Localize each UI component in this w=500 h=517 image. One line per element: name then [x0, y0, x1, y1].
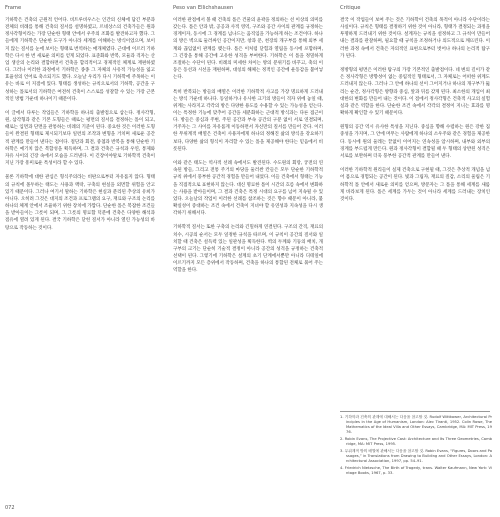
footnotes	[340, 415, 492, 479]
footnote: 3. 무위계적 방의 배열에 관해서는 다음을 참고할 것. Robin Evans, “Figures, Doors and Passages,” in Translations from Drawing to Building and Other Essays, London: Architectural Association, 1997, pp. 54–91.	[340, 449, 492, 464]
text-column-3	[340, 17, 490, 203]
paragraph: 원형의 공간 역시 유사한 특성을 지닌다. 중심을 향해 수렴하는 원은 강한 집중성을 가지며, 그 안에 머무는 사람에게 하나의 소우주와 같은 경험을 제공한다. 동시에 원의 둘레는 끝없이 이어지는 연속성을 암시하며, 내부와 외부의 경계를 부드럽게 만든다. 원과 정사각형이 결합될 때 두 형태의 상반된 성격은 서로를 보완하며 더욱 풍부한 공간적 관계를 만들어 낸다.	[340, 125, 490, 159]
text-column-2	[173, 17, 323, 275]
footnote-divider	[340, 411, 490, 412]
footnote: 1. 기하학과 건축의 관계에 대해서는 다음을 참고할 것. Rudolf Wittkower, Architectural Principles in the Age of Humanism, London: Alec Tiranti, 1952. Colin Rowe, The Mathematics of the Ideal Villa and Other Essays, Cambridge, MA: MIT Press, 1976.	[340, 415, 492, 435]
footnote: 4. Friedrich Nietzsche, The Birth of Tragedy, trans. Walter Kaufmann, New York: Vintage Books, 1967, p. 33.	[340, 466, 492, 476]
paragraph: 이러한 기하학적 원리들이 실제 건축으로 구현될 때, 그것은 추상적 개념을 넘어 몸으로 경험되는 공간이 된다. 빛과 그림자, 재료의 질감, 소리의 울림은 기하학적 틀 안에서 새로운 의미를 얻으며, 방문자는 그 틀을 통해 세계를 새롭게 바라보게 된다. 틀은 세계를 가두는 것이 아니라 세계를 드러내는 장치인 것이다.	[340, 168, 490, 202]
paragraph: 결국 이 작업들이 보여 주는 것은 기하학이 건축의 목적이 아니라 수단이라는 사실이다. 규칙은 형태를 결정하기 위한 것이 아니라, 형태가 결정되는 과정을 투명하게 드러내기 위한 것이다. 설계자는 규칙을 설정하고 그 규칙이 만들어 내는 결과를 관찰하며, 필요할 때 규칙을 조정하거나 의도적으로 깨뜨린다. 이러한 과정 속에서 건축은 자의적인 표현으로부터 벗어나 하나의 논리적 탐구가 된다.	[340, 18, 490, 59]
column-header-author: Peso van Ellichshausen	[173, 5, 234, 11]
footnote: 2. Robin Evans, The Projective Cast: Architecture and Its Three Geometries, Cambridge, MA: MIT Press, 1995.	[340, 437, 492, 447]
paragraph: 이 글에서 다루는 작업들은 기하학을 하나의 출발점으로 삼는다. 정사각형, 원, 삼각형과 같은 기본 도형들은 때로는 평면의 질서를 결정하는 틀이 되고, 때로는 입면과 단면을 관통하는 비례의 기준이 된다. 중요한 것은 이러한 도형들이 완결된 형태로 제시되기보다 일련의 조작과 변형을 거치며 새로운 공간적 관계를 만들어 낸다는 점이다. 절단과 회전, 중첩과 반복을 통해 단순한 기하학은 예기치 않은 복합성을 획득하며, 그 결과 건축은 규칙과 우연, 통제와 자유 사이의 긴장 속에서 모습을 드러낸다. 이 긴장이야말로 기하학적 건축이 지닌 가장 흥미로운 특성이라 할 수 있다.	[5, 111, 155, 167]
paragraph: 특히 반복되는 방들의 배열은 이러한 기하학적 사고를 가장 명료하게 드러내는 방식 가운데 하나다. 동일하거나 유사한 크기의 방들이 격자 위에 놓일 때, 위계는 사라지고 각각의 방은 다양한 용도를 수용할 수 있는 가능성을 얻는다. 이는 특정한 기능에 맞추어 공간을 세분화하는 근대적 방식과는 다른 접근이다. 방들은 중심과 주변, 주된 공간과 부속 공간의 구분 없이 서로 연결되며, 거주자는 그 사이를 자유롭게 이동하면서 자신만의 질서를 만들어 간다. 이러한 무위계적 배열은 건축이 사용자에게 하나의 정해진 삶의 방식을 강요하기보다, 다양한 삶의 형식이 자리할 수 있는 틀을 제공해야 한다는 믿음에서 비롯된다.	[173, 89, 323, 152]
paragraph: 물론 기하학에 대한 관심은 형식주의라는 비판으로부터 자유롭지 않다. 형태의 규칙에 몰두하는 태도는 사용과 맥락, 구축의 현실을 외면할 위험을 안고 있기 때문이다. 그러나 여기서 말하는 기하학은 현실과 분리된 추상의 유희가 아니다. 오히려 그것은 대지의 조건과 프로그램의 요구, 재료와 구조의 논리를 하나의 체계 안에서 조율하기 위한 장치에 가깝다. 단순한 틀은 복잡한 조건들을 받아들이는 그릇이 되며, 그 그릇의 명료함 덕분에 건축은 다양한 해석과 점유에 열려 있게 된다. 결국 기하학은 닫힌 질서가 아니라 열린 가능성의 바탕으로 작동하는 것이다.	[5, 175, 155, 231]
column-header-frame: Frame	[5, 5, 22, 11]
paragraph: 이와 같은 태도는 역사적 선례 속에서도 발견된다. 수도원의 회랑, 궁전의 연속된 방들, 그리고 전통 주거의 마당을 둘러싼 칸들은 모두 단순한 기하학적 규칙 위에서 풍부한 공간적 경험을 만들어 내었다. 이들 건축에서 형태는 기능을 직접적으로 표현하지 않는다. 대신 명료한 틀이 시간의 흐름 속에서 변화하는 사용을 받아들이며, 그 결과 건축은 특정 시대의 요구를 넘어 지속될 수 있었다. 오늘날의 작업이 이러한 선례를 참조하는 것은 향수 때문이 아니라, 불확실성이 증대하는 조건 속에서 건축이 지녀야 할 유연성과 지속성을 다시 생각하기 위해서다.	[173, 161, 323, 217]
paragraph: 기하학은 건축의 근원적 언어다. 비트루비우스는 인간의 신체에 담긴 부분과 전체의 비례를 통해 건축의 질서를 설명하였고, 르네상스의 건축가들은 원과 정사각형이라는 가장 단순한 형태 안에서 우주의 조화를 발견하고자 했다. 그들에게 기하학은 단순한 도구가 아니라 세계를 이해하는 방식이었으며, 보이지 않는 질서를 눈에 보이는 형태로 번역하는 매개체였다. 근대에 이르러 기하학은 다시 한 번 새로운 의미를 얻게 되었다. 표준화와 반복, 모듈과 격자는 산업 생산의 논리와 결합하면서 건축을 합리적이고 경제적인 체계로 재편하였다. 그러나 이러한 과정에서 기하학은 종종 그 자체의 사유적 가능성을 잃고 효율성의 언어로 축소되기도 했다. 오늘날 우리가 다시 기하학에 주목하는 이유는 바로 이 지점에 있다. 형태를 생성하는 규칙으로서의 기하학, 공간을 구성하는 틀로서의 기하학은 여전히 건축이 스스로를 성찰할 수 있는 가장 근본적인 방법 가운데 하나이기 때문이다.	[5, 18, 155, 102]
text-column-1	[5, 17, 155, 232]
page-number: 072	[5, 505, 15, 511]
paragraph: 기하학적 질서는 또한 구축의 논리와 긴밀하게 연결된다. 구조의 간격, 재료의 치수, 시공의 순서는 모두 일정한 규칙을 따르며, 이 규칙이 공간의 질서와 일치할 때 건축은 설득력 있는 일관성을 획득한다. 벽의 두께와 기둥의 배치, 개구부의 크기는 단순히 기술적 결정이 아니라 공간의 성격을 규정하는 건축적 선택이 된다. 그렇기에 기하학은 설계의 초기 단계에서뿐만 아니라 디테일에 이르기까지 모든 층위에서 작동하며, 건축을 하나의 통합된 전체로 묶어 주는 역할을 한다.	[173, 225, 323, 274]
column-header-critique: Critique	[340, 5, 361, 11]
paragraph: 정방형의 평면은 이러한 탐구의 가장 기본적인 출발점이다. 네 변의 길이가 같은 정사각형은 방향성이 없는 중립적인 형태로서, 그 자체로는 어떠한 위계도 드러내지 않는다. 그러나 그 안에 하나의 선이 그어지거나 하나의 개구부가 뚫리는 순간, 정사각형은 방향과 중심, 앞과 뒤를 갖게 된다. 최소한의 개입이 최대한의 변화를 만들어 내는 것이다. 이 점에서 정사각형은 건축적 사고의 실험실과 같은 역할을 한다. 단순한 조건 속에서 각각의 결정이 지니는 효과를 명확하게 확인할 수 있기 때문이다.	[340, 68, 490, 117]
paragraph: 이러한 관점에서 볼 때 건축의 틀은 건물의 윤곽을 정의하는 선 이상의 의미를 갖는다. 틀은 안과 밖, 공공과 사적 영역, 구조와 공간 사이의 관계를 규정하는 경계이자, 동시에 그 경계를 넘나드는 움직임을 가능하게 하는 조건이다. 하나의 방은 벽으로 둘러싸인 공간이지만, 창과 문, 천장의 개구부를 통해 외부 세계와 끊임없이 관계를 맺는다. 틀은 이처럼 닫힘과 열림을 동시에 포함하며, 그 긴장을 통해 공간에 고유한 성격을 부여한다. 기하학은 이 틀을 정밀하게 조절하는 수단이 된다. 비례의 미세한 차이는 방의 분위기를 바꾸고, 축의 이동은 동선과 시선을 재편하며, 대칭의 해체는 정적인 공간에 운동감을 불어넣는다.	[173, 18, 323, 81]
